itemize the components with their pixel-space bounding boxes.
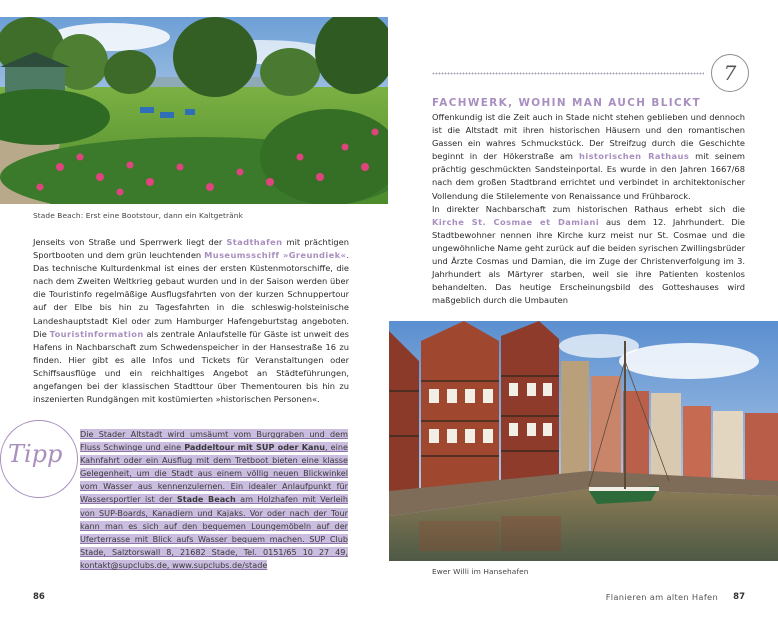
tipp-box (80, 428, 348, 572)
chapter-number-badge: 7 (711, 54, 749, 92)
text-run: In direkter Nachbarschaft zum historischen Rathaus erhebt sich die (432, 203, 745, 214)
hansehafen-photo (389, 321, 778, 561)
text-run: Jenseits von Straße und Sperrwerk liegt der (33, 237, 227, 247)
text-run: als zentrale Anlaufstelle für Gäste ist unweit des Hafens in Nachbarschaft zum Schwedenspeicher in der Hansestraße 16 zu finden. Hier gibt es alle Infos und Tickets für Veranstaltungen oder Schiffsausflüge und ein reichhaltiges Angebot an Städteführungen, angefangen bei der klassischen Stadttour über Thementouren bis hin zu inszenierten Rundgängen mit kostümierten »historischen Personen«. (33, 328, 349, 405)
right-page (389, 0, 778, 622)
text-run: am Holzhafen mit Verleih von SUP-Boards, Kanadiern und Kajaks. Vor oder nach der Tour kann man es sich auf den bequemen Loungemöbeln auf der Uferterrasse mit Blick aufs Wasser bequem machen. SUP Club Stade, Salztorswall 8, 21682 Stade, Tel. 0151/65 10 27 49, kontakt@supclubs.de, www.supclubs.de/stade (80, 494, 348, 570)
bold-term: Paddeltour mit SUP oder Kanu (184, 442, 326, 453)
text-run: . Das technische Kulturdenkmal ist eines der ersten Küstenmotorschiffe, die nach dem Zweiten Weltkrieg gebaut wurden und in der Saison werden über die Touristinfo regelmäßige Ausflugsfahrten von der kurzen Schnuppertour auf der Elbe bis hin zu Tagesfahrten in die schleswig-holsteinische Landeshauptstadt Kiel oder zum Hamburger Hafengeburtstag angeboten. Die (33, 250, 349, 339)
text-run: , eine Kahnfahrt oder ein Ausflug mit dem Tretboot bieten eine klasse Gelegenheit, um die Stadt aus einem völlig neuen Blickwinkel vom Wasser aus kennenzulernen. Ein idealer Anlaufpunkt für Wassersportler ist der (80, 442, 348, 505)
text-run: mit prächtigen Sportbooten und dem grün leuchtenden (33, 237, 350, 261)
dotted-rule (432, 72, 704, 75)
text-run: aus dem 12. Jahrhundert. Die Stadtbewohner nennen ihre Kirche kurz meist nur St. Cosmae und die ungewöhnliche Name geht zurück auf die beiden syrischen Zwillingsbrüder und Ärzte Cosmas und Damian, die im Zuge der Christenverfolgung im 3. Jahrhundert als Märtyrer starben, weil sie ihre Patienten kostenlos behandelten. Das heutige Erscheinungsbild des Gotteshauses wird maßgeblich durch die Umbauten (432, 216, 745, 306)
left-body-text (33, 236, 349, 406)
running-head: Flanieren am alten Hafen (605, 592, 718, 602)
page-number-left: 86 (33, 592, 45, 602)
stade-beach-photo (0, 17, 388, 204)
photo-caption: Stade Beach: Erst eine Bootstour, dann ein Kaltgetränk (33, 211, 243, 220)
photo-caption: Ewer Willi im Hansehafen (432, 567, 529, 576)
section-title: FACHWERK, WOHIN MAN AUCH BLICKT (432, 97, 701, 109)
bold-term: Stade Beach (176, 494, 236, 505)
text-run: Offenkundig ist die Zeit auch in Stade nicht stehen geblieben und dennoch ist die Altstadt mit ihren historischen Häusern und den romantischen Gassen ein wahres Schmuckstück. Der Streifzug durch die Geschichte beginnt in der Hökerstraße am (432, 112, 745, 162)
text-run: Die Stader Altstadt wird umsäumt vom Burggraben und dem Fluss Schwinge und eine (80, 429, 348, 453)
highlighted-term: Kirche St. Cosmae et Damiani (432, 216, 600, 227)
highlighted-term: historischen Rathaus (579, 151, 690, 162)
highlighted-term: Museumsschiff »Greundiek« (204, 250, 347, 261)
text-run: mit seinem prächtig geschmückten Sandsteinportal. Es wurde in den Jahren 1667/68 nach dem großen Stadtbrand errichtet und verbindet in architektonischer Vollendung die Stilelemente von Renaissance und Frühbarock. (432, 151, 746, 201)
right-body-text (432, 111, 745, 307)
tipp-label: Tipp (8, 440, 63, 468)
highlighted-term: Touristinformation (49, 328, 144, 339)
highlighted-term: Stadthafen (226, 237, 283, 247)
page-number-right: 87 (733, 592, 745, 602)
